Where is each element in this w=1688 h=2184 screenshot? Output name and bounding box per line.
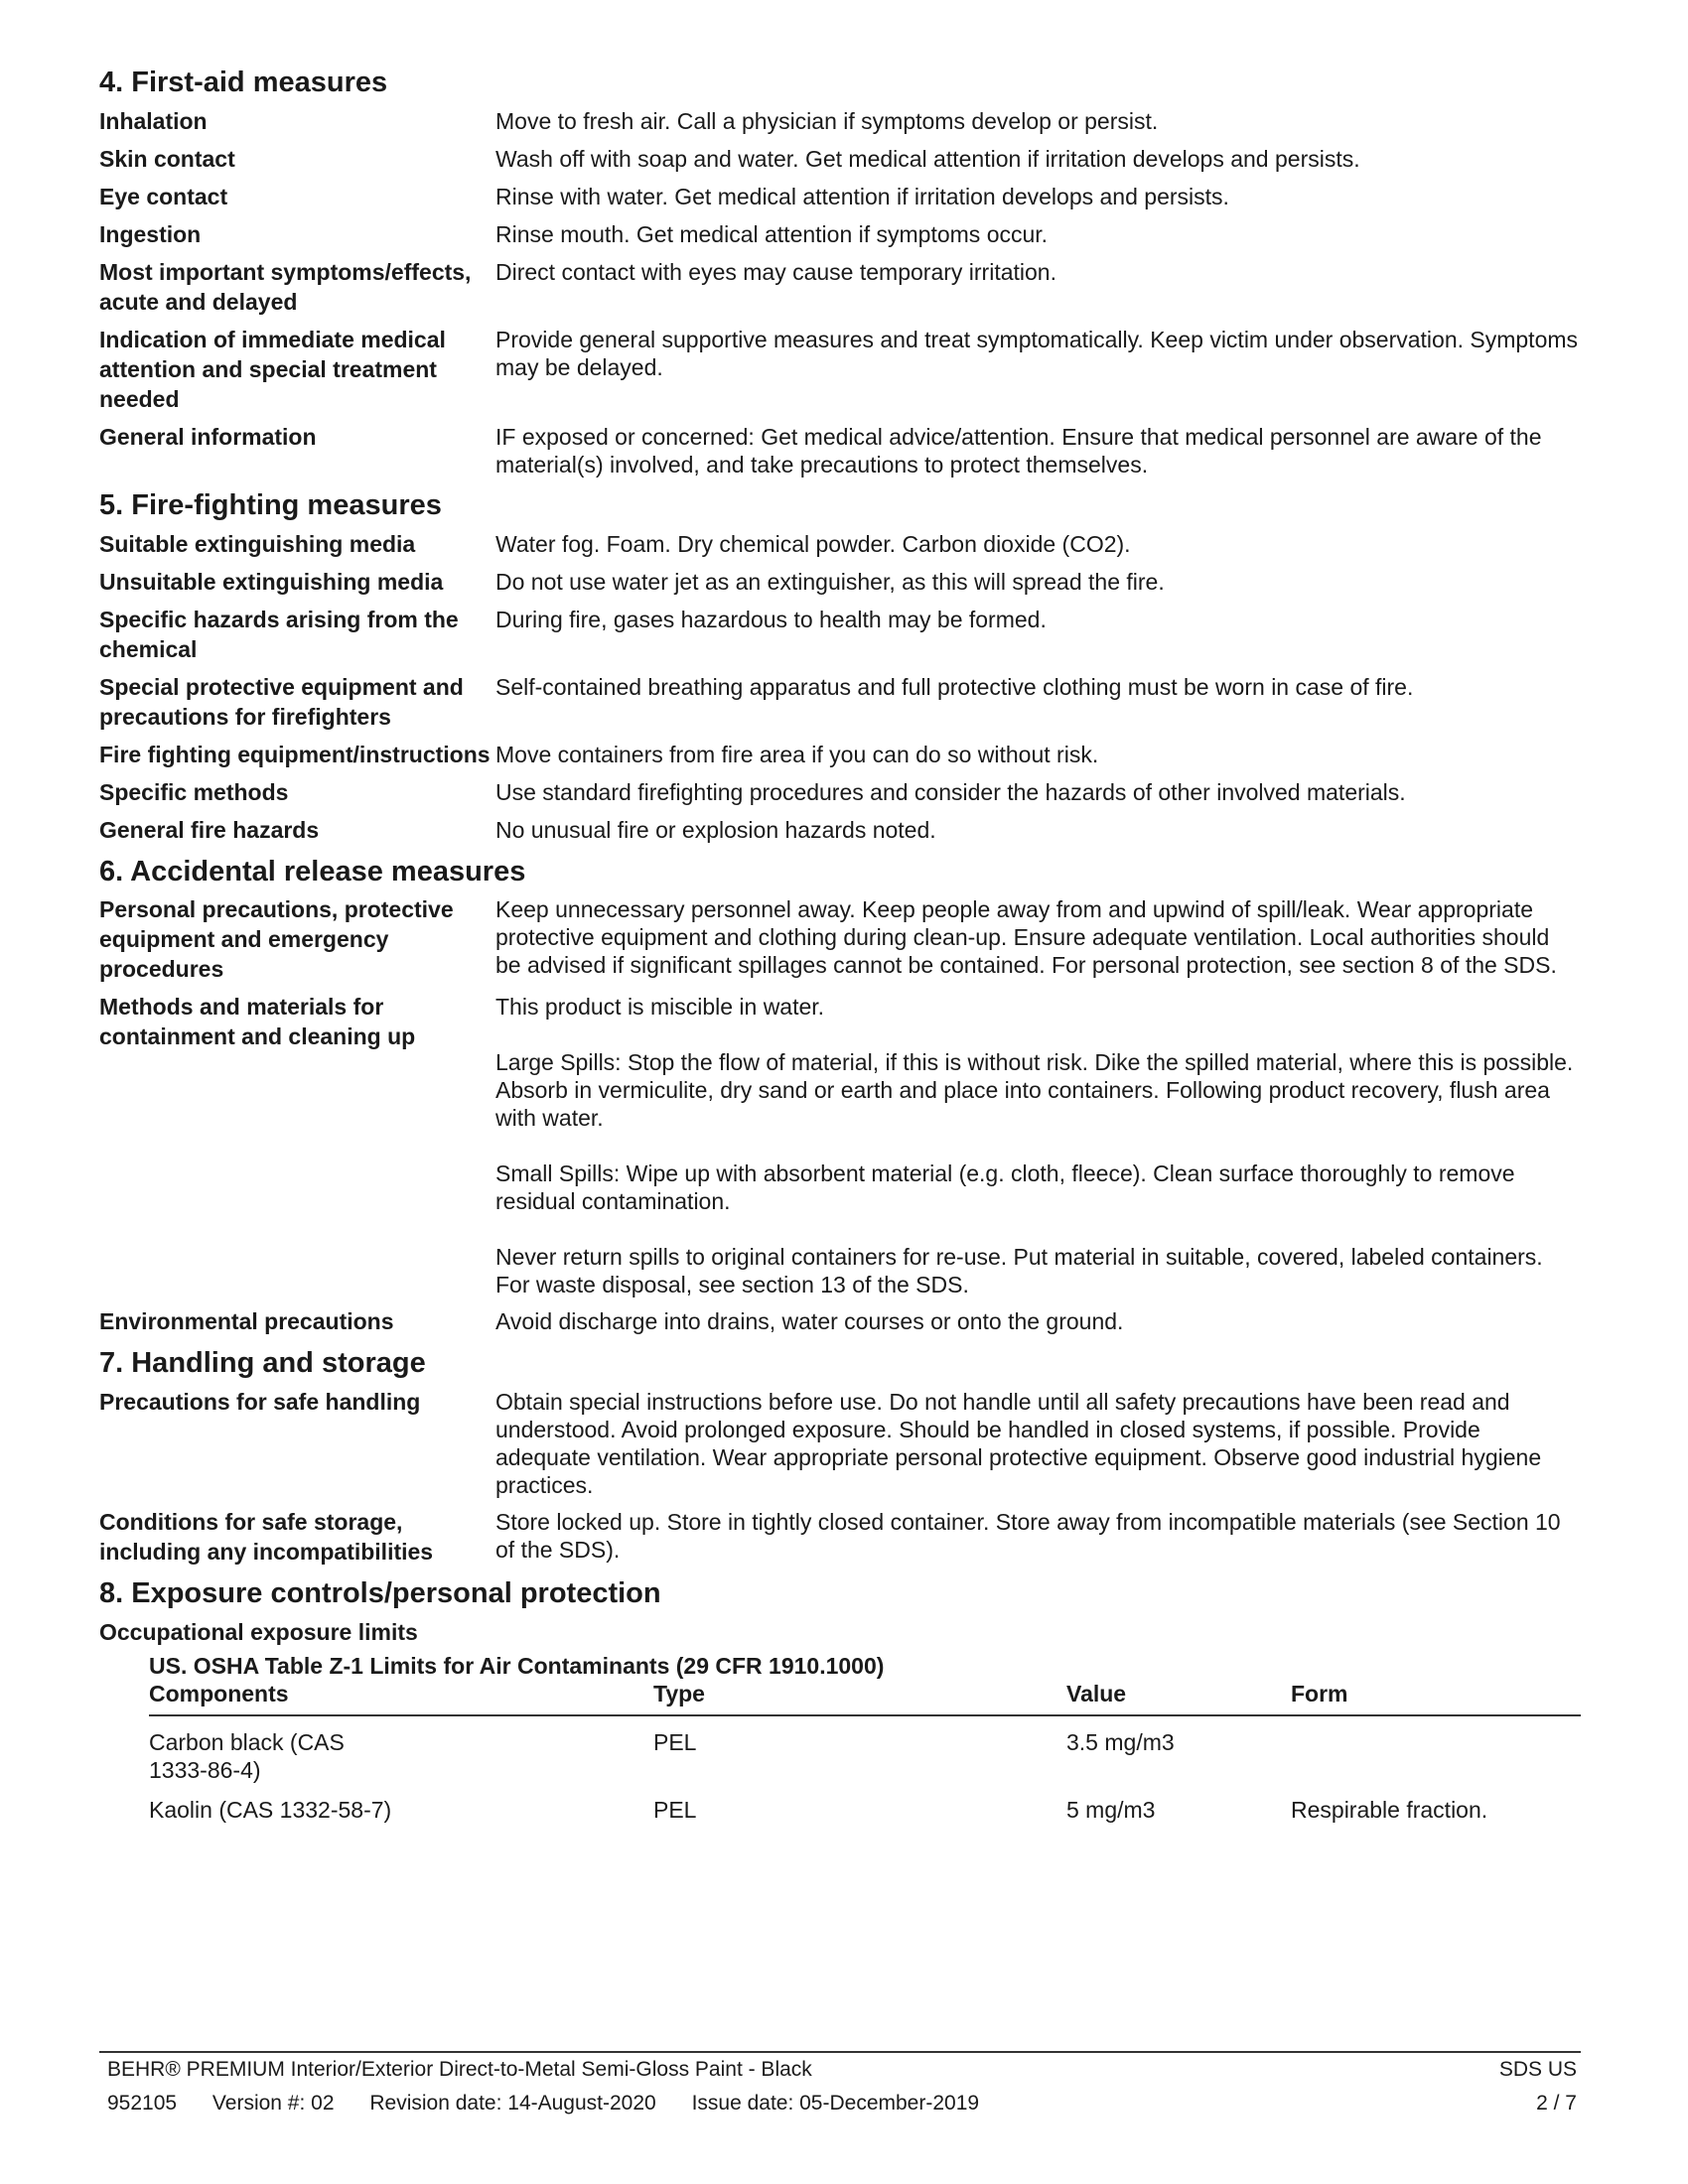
- row-inhalation: [99, 106, 1581, 136]
- section-5-body: [99, 529, 1581, 845]
- page-footer: [99, 2051, 1581, 2118]
- row-value: Use standard firefighting procedures and consider the hazards of other involved materials.: [495, 778, 1406, 805]
- sds-page: [99, 66, 1581, 1824]
- row-value: Avoid discharge into drains, water courses or onto the ground.: [495, 1308, 1124, 1335]
- row-value: No unusual fire or explosion hazards noted.: [495, 816, 936, 843]
- cell-value: 3.5 mg/m3: [1066, 1728, 1175, 1755]
- row-label: Conditions for safe storage, including any incompatibilities: [99, 1509, 434, 1566]
- section-5-title: 5. Fire-fighting measures: [99, 488, 442, 521]
- section-4-title: 4. First-aid measures: [99, 67, 388, 98]
- row-value: Provide general supportive measures and treat symptomatically. Keep victim under observation. Symptoms may be delayed.: [495, 326, 1579, 380]
- row-label: Indication of immediate medical attention and special treatment needed: [99, 326, 446, 412]
- header-value: Value: [1066, 1681, 1291, 1715]
- footer-row-1: [99, 2055, 1581, 2085]
- row-label: Suitable extinguishing media: [99, 530, 416, 557]
- row-value: Self-contained breathing apparatus and full protective clothing must be worn in case of fire.: [495, 673, 1414, 700]
- row-symptoms: [99, 257, 1581, 317]
- header-form: Form: [1291, 1681, 1581, 1715]
- section-6-body: [99, 894, 1581, 1336]
- header-type: Type: [653, 1681, 1066, 1715]
- row-label: Skin contact: [99, 145, 235, 172]
- row-value: Wash off with soap and water. Get medical attention if irritation develops and persists.: [495, 145, 1360, 172]
- row-specific-methods: [99, 777, 1581, 807]
- methods-paragraph: Never return spills to original containers for re-use. Put material in suitable, covered, labeled containers. For waste disposal, see section 13 of the SDS.: [495, 1244, 1543, 1298]
- row-value: During fire, gases hazardous to health may be formed.: [495, 606, 1047, 632]
- row-environmental-precautions: [99, 1306, 1581, 1336]
- row-personal-precautions: [99, 894, 1581, 984]
- row-unsuitable-media: [99, 567, 1581, 597]
- methods-paragraph: Small Spills: Wipe up with absorbent material (e.g. cloth, fleece). Clean surface thoroughly to remove residual contamination.: [495, 1160, 1515, 1215]
- row-safe-storage: [99, 1507, 1581, 1567]
- footer-doc-info: [107, 2089, 1009, 2118]
- footer-row-2: [99, 2089, 1581, 2118]
- row-label: Ingestion: [99, 220, 202, 247]
- row-skin-contact: [99, 144, 1581, 174]
- row-label: Precautions for safe handling: [99, 1389, 421, 1416]
- exposure-limits-table: [149, 1681, 1581, 1824]
- row-label: Specific hazards arising from the chemical: [99, 606, 459, 662]
- row-value: Obtain special instructions before use. Do not handle until all safety precautions have been read and understood. Avoid prolonged exposure. Should be handled in closed systems, if possible. Provide adequate ventilation. Wear appropriate personal protective equipment. Observe good industrial hygiene practices.: [495, 1389, 1542, 1499]
- cell-type: PEL: [653, 1728, 697, 1755]
- section-8-title: 8. Exposure controls/personal protection: [99, 1577, 661, 1610]
- osha-table-title: US. OSHA Table Z-1 Limits for Air Contaminants (29 CFR 1910.1000): [149, 1652, 885, 1679]
- row-safe-handling: [99, 1387, 1581, 1499]
- row-value: Keep unnecessary personnel away. Keep people away from and upwind of spill/leak. Wear appropriate protective equipment and clothing during clean-up. Ensure adequate ventilation. Local authorities should be advised if significant spillages cannot be contained. For personal protection, see section 8 of the SDS.: [495, 896, 1557, 979]
- footer-revision-date: Revision date: 14-August-2020: [369, 2092, 656, 2115]
- row-ingestion: [99, 219, 1581, 249]
- row-containment-methods: [99, 992, 1581, 1298]
- occupational-limits-heading: Occupational exposure limits: [99, 1618, 418, 1645]
- row-value: Direct contact with eyes may cause temporary irritation.: [495, 258, 1056, 285]
- cell-value: 5 mg/m3: [1066, 1796, 1156, 1823]
- section-4-body: [99, 106, 1581, 478]
- cell-form: [1291, 1715, 1581, 1784]
- row-value: Rinse mouth. Get medical attention if symptoms occur.: [495, 220, 1049, 247]
- row-label: General information: [99, 423, 317, 450]
- footer-doc-number: 952105: [107, 2092, 178, 2115]
- row-value: Rinse with water. Get medical attention if irritation develops and persists.: [495, 183, 1229, 209]
- row-label: Personal precautions, protective equipment and emergency procedures: [99, 896, 454, 983]
- row-value: Move containers from fire area if you can do so without risk.: [495, 741, 1099, 767]
- row-protective-equipment: [99, 672, 1581, 732]
- row-medical-attention: [99, 325, 1581, 414]
- row-value: Store locked up. Store in tightly closed container. Store away from incompatible materials (see Section 10 of the SDS).: [495, 1509, 1561, 1564]
- header-components: Components: [149, 1681, 653, 1715]
- row-label: Inhalation: [99, 107, 208, 134]
- footer-product-name: BEHR® PREMIUM Interior/Exterior Direct-to-Metal Semi-Gloss Paint - Black: [107, 2058, 812, 2081]
- row-label: Fire fighting equipment/instructions: [99, 741, 491, 767]
- table-row: [149, 1715, 1581, 1784]
- cell-form: Respirable fraction.: [1291, 1796, 1488, 1823]
- row-suitable-media: [99, 529, 1581, 559]
- table-header-row: [149, 1681, 1581, 1715]
- row-label: Most important symptoms/effects, acute and delayed: [99, 258, 472, 315]
- footer-page-number: 2 / 7: [1536, 2092, 1577, 2115]
- row-label: Unsuitable extinguishing media: [99, 568, 444, 595]
- cell-component: Kaolin (CAS 1332-58-7): [149, 1796, 392, 1823]
- row-general-information: [99, 422, 1581, 478]
- row-label: Specific methods: [99, 778, 289, 805]
- footer-issue-date: Issue date: 05-December-2019: [691, 2092, 980, 2115]
- row-label: General fire hazards: [99, 816, 320, 843]
- row-label: Environmental precautions: [99, 1308, 394, 1335]
- section-7-body: [99, 1387, 1581, 1567]
- row-eye-contact: [99, 182, 1581, 211]
- methods-paragraph: This product is miscible in water.: [495, 994, 825, 1021]
- footer-version: Version #: 02: [211, 2092, 335, 2115]
- row-value: IF exposed or concerned: Get medical advice/attention. Ensure that medical personnel are aware of the material(s) involved, and take precautions to protect themselves.: [495, 423, 1542, 478]
- row-value: Do not use water jet as an extinguisher, as this will spread the fire.: [495, 568, 1165, 595]
- row-specific-hazards: [99, 605, 1581, 664]
- cell-component: [149, 1715, 653, 1784]
- row-general-fire-hazards: [99, 815, 1581, 845]
- table-row: [149, 1784, 1581, 1824]
- row-label: Methods and materials for containment and cleaning up: [99, 994, 416, 1050]
- row-fire-fighting-equipment: [99, 740, 1581, 769]
- section-7-title: 7. Handling and storage: [99, 1347, 426, 1380]
- methods-paragraph: Large Spills: Stop the flow of material, if this is without risk. Dike the spilled material, where this is possible. Absorb in vermiculite, dry sand or earth and place into containers. Following product recovery, flush area with water.: [495, 1049, 1574, 1132]
- component-name: Carbon black (CAS 1333-86-4): [149, 1728, 345, 1783]
- row-label: Eye contact: [99, 183, 228, 209]
- row-label: Special protective equipment and precautions for firefighters: [99, 673, 464, 730]
- row-value: [495, 992, 1581, 1298]
- row-value: Move to fresh air. Call a physician if symptoms develop or persist.: [495, 107, 1159, 134]
- row-value: Water fog. Foam. Dry chemical powder. Carbon dioxide (CO2).: [495, 530, 1131, 557]
- footer-doc-type: SDS US: [1498, 2058, 1577, 2081]
- cell-type: PEL: [653, 1796, 697, 1823]
- section-6-title: 6. Accidental release measures: [99, 855, 526, 887]
